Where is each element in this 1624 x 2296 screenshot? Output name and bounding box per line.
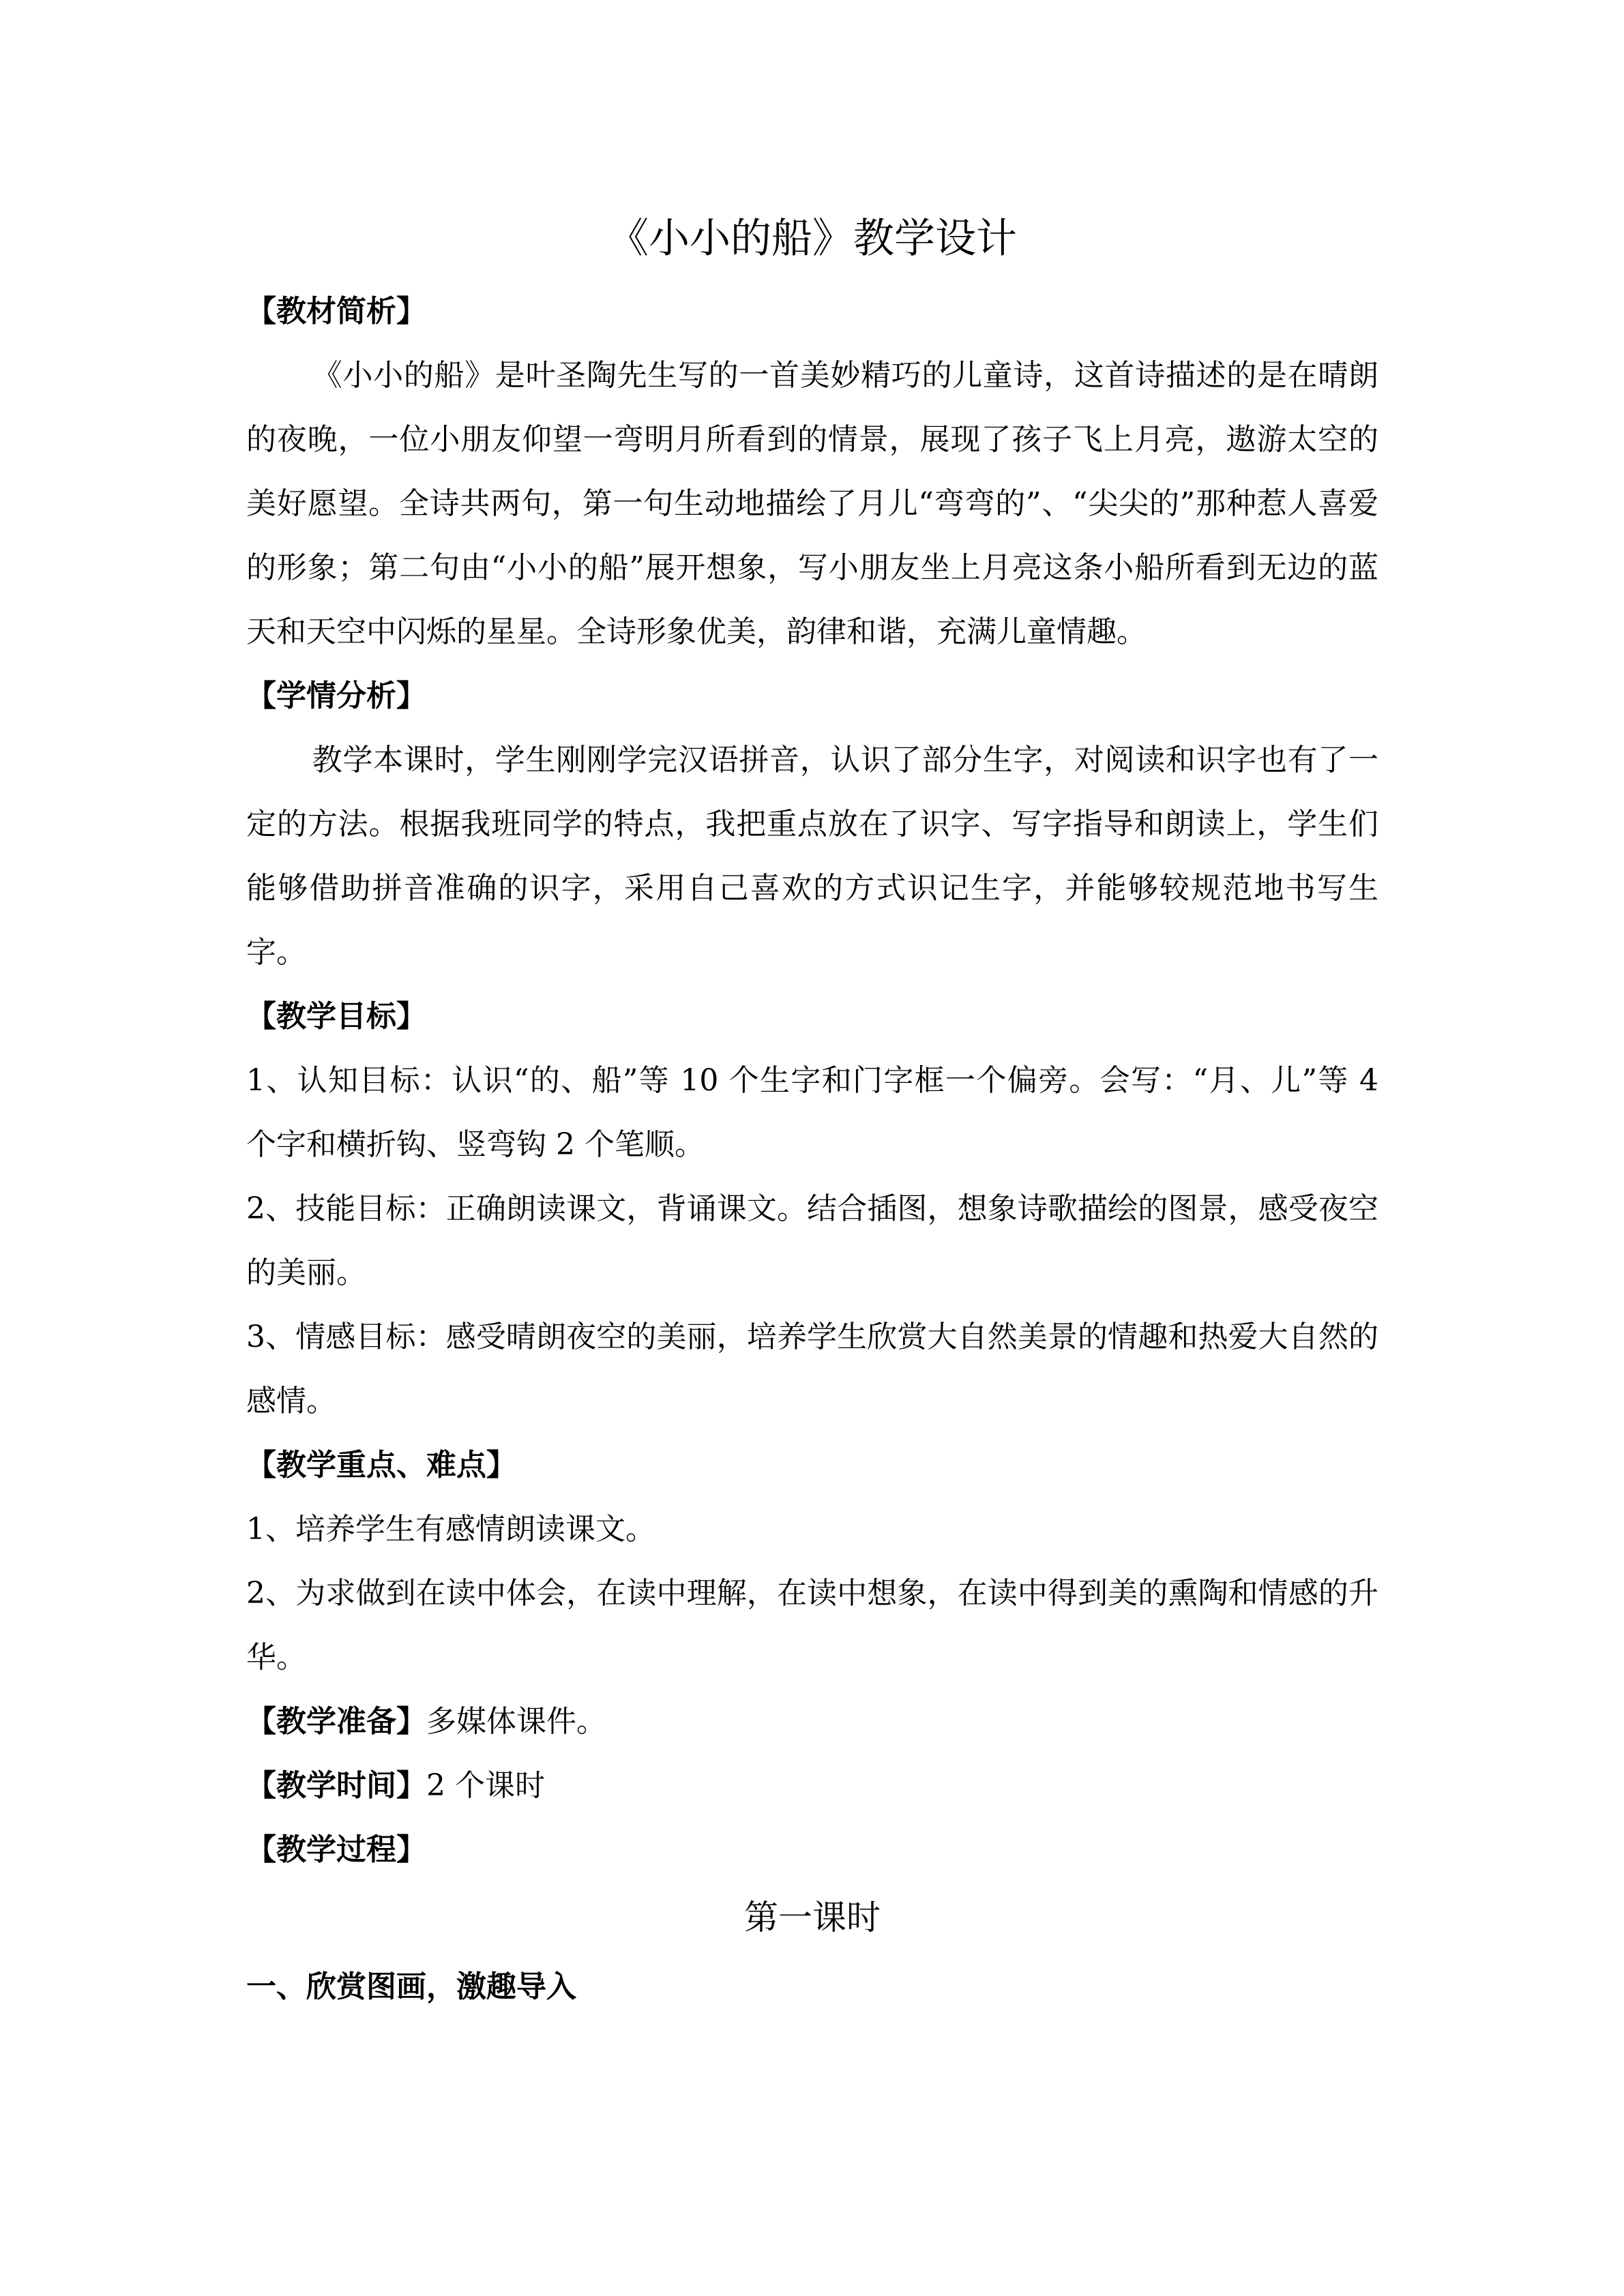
goal-item-cognitive: 1、认知目标：认识“的、船”等 10 个生字和门字框一个偏旁。会写：“月、儿”等 4 个字和横折钩、竖弯钩 2 个笔顺。 bbox=[246, 1063, 1378, 1162]
key-point-item-2: 2、为求做到在读中体会，在读中理解，在读中想象，在读中得到美的熏陶和情感的升华。 bbox=[246, 1576, 1378, 1675]
paragraph-student-analysis: 教学本课时，学生刚刚学完汉语拼音，认识了部分生字，对阅读和识字也有了一定的方法。根据我班同学的特点，我把重点放在了识字、写字指导和朗读上，学生们能够借助拼音准确的识字，采用自己喜欢的方式识记生字，并能够较规范地书写生字。 bbox=[246, 743, 1378, 970]
heading-time: 【教学时间】 bbox=[246, 1768, 426, 1803]
document-title: 《小小的船》教学设计 bbox=[608, 215, 1017, 263]
paragraph-material-analysis: 《小小的船》是叶圣陶先生写的一首美妙精巧的儿童诗，这首诗描述的是在晴朗的夜晚，一位小朋友仰望一弯明月所看到的情景，展现了孩子飞上月亮，遨游太空的美好愿望。全诗共两句，第一句生动地描绘了月儿“弯弯的”、“尖尖的”那种惹人喜爱的形象；第二句由“小小的船”展开想象，写小朋友坐上月亮这条小船所看到无边的蓝天和天空中闪烁的星星。全诗形象优美，韵律和谐，充满儿童情趣。 bbox=[246, 358, 1378, 649]
heading-student-analysis: 【学情分析】 bbox=[246, 679, 426, 713]
time-text: 2 个课时 bbox=[426, 1768, 545, 1803]
goal-item-skill: 2、技能目标：正确朗读课文，背诵课文。结合插图，想象诗歌描绘的图景，感受夜空的美丽。 bbox=[246, 1191, 1378, 1290]
lesson-title: 第一课时 bbox=[744, 1898, 881, 1937]
preparation-text: 多媒体课件。 bbox=[426, 1704, 606, 1739]
time-line bbox=[246, 1754, 1378, 1818]
document-body bbox=[246, 205, 1378, 2021]
heading-material-analysis: 【教材简析】 bbox=[246, 294, 426, 329]
heading-teaching-goals: 【教学目标】 bbox=[246, 999, 426, 1034]
key-point-item-1: 1、培养学生有感情朗读课文。 bbox=[246, 1512, 655, 1547]
goal-item-emotion: 3、情感目标：感受晴朗夜空的美丽，培养学生欣赏大自然美景的情趣和热爱大自然的感情。 bbox=[246, 1320, 1378, 1418]
heading-key-points: 【教学重点、难点】 bbox=[246, 1448, 516, 1482]
section-heading-one: 一、欣赏图画，激趣导入 bbox=[246, 1969, 576, 2004]
heading-process: 【教学过程】 bbox=[246, 1832, 426, 1867]
heading-preparation: 【教学准备】 bbox=[246, 1704, 426, 1739]
preparation-line bbox=[246, 1690, 1378, 1754]
